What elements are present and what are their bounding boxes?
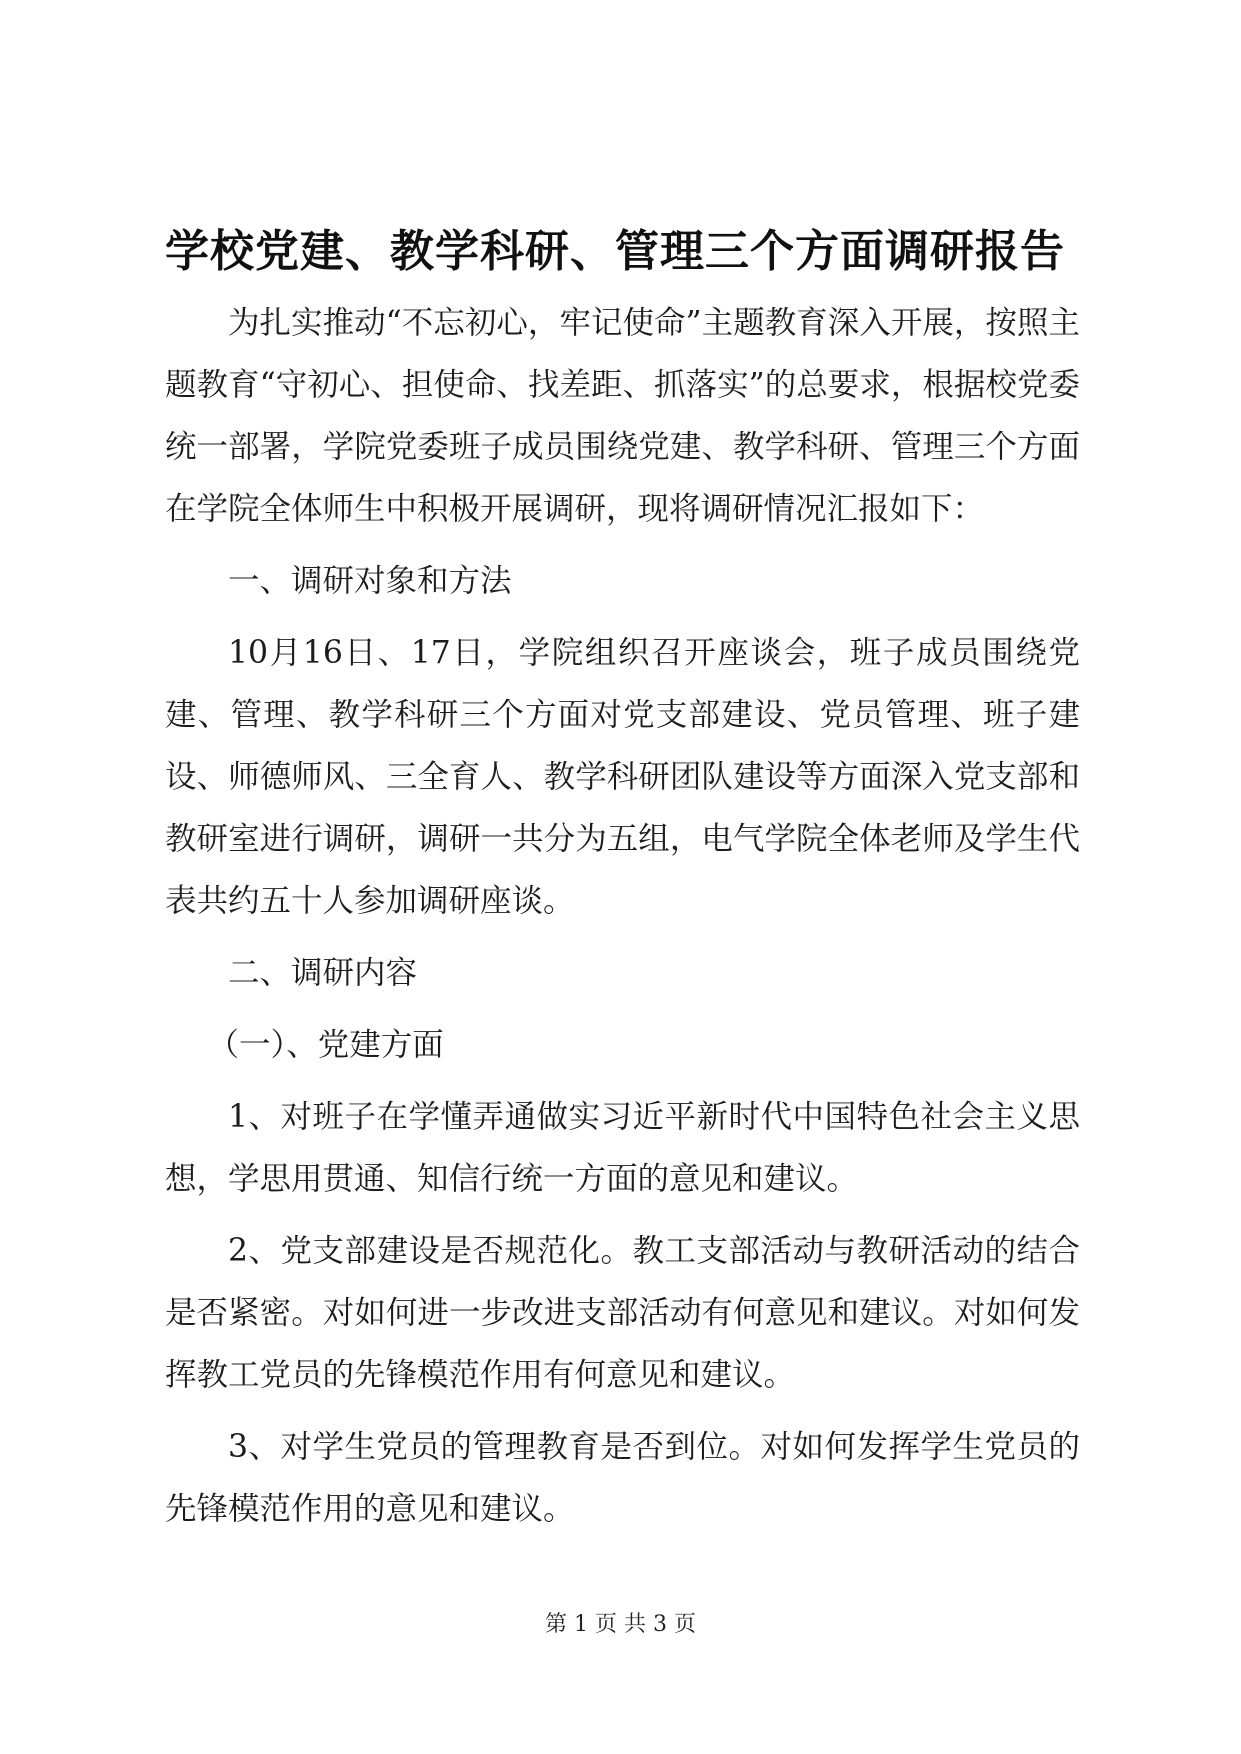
list-item: 1、对班子在学懂弄通做实习近平新时代中国特色社会主义思想，学思用贯通、知信行统一方面的意见和建议。 [165,1099,1080,1197]
section-heading-1: 一、调研对象和方法 [228,563,512,599]
list-item: 2、党支部建设是否规范化。教工支部活动与教研活动的结合是否紧密。对如何进一步改进支部活动有何意见和建议。对如何发挥教工党员的先锋模范作用有何意见和建议。 [165,1233,1080,1393]
section-1-paragraph: 10月16日、17日，学院组织召开座谈会，班子成员围绕党建、管理、教学科研三个方面对党支部建设、党员管理、班子建设、师德师风、三全育人、教学科研团队建设等方面深入党支部和教研室进行调研，调研一共分为五组，电气学院全体老师及学生代表共约五十人参加调研座谈。 [165,635,1080,919]
document-body [165,292,1080,1550]
subsection-heading-1: （一）、党建方面 [207,1027,444,1063]
intro-paragraph: 为扎实推动“不忘初心，牢记使命”主题教育深入开展，按照主题教育“守初心、担使命、找差距、抓落实”的总要求，根据校党委统一部署，学院党委班子成员围绕党建、教学科研、管理三个方面在学院全体师生中积极开展调研，现将调研情况汇报如下： [165,305,1080,527]
section-heading-2: 二、调研内容 [228,955,418,991]
document-title: 学校党建、教学科研、管理三个方面调研报告 [165,226,1065,277]
list-item: 3、对学生党员的管理教育是否到位。对如何发挥学生党员的先锋模范作用的意见和建议。 [165,1429,1080,1527]
page-number-footer: 第 1 页 共 3 页 [545,1612,696,1637]
